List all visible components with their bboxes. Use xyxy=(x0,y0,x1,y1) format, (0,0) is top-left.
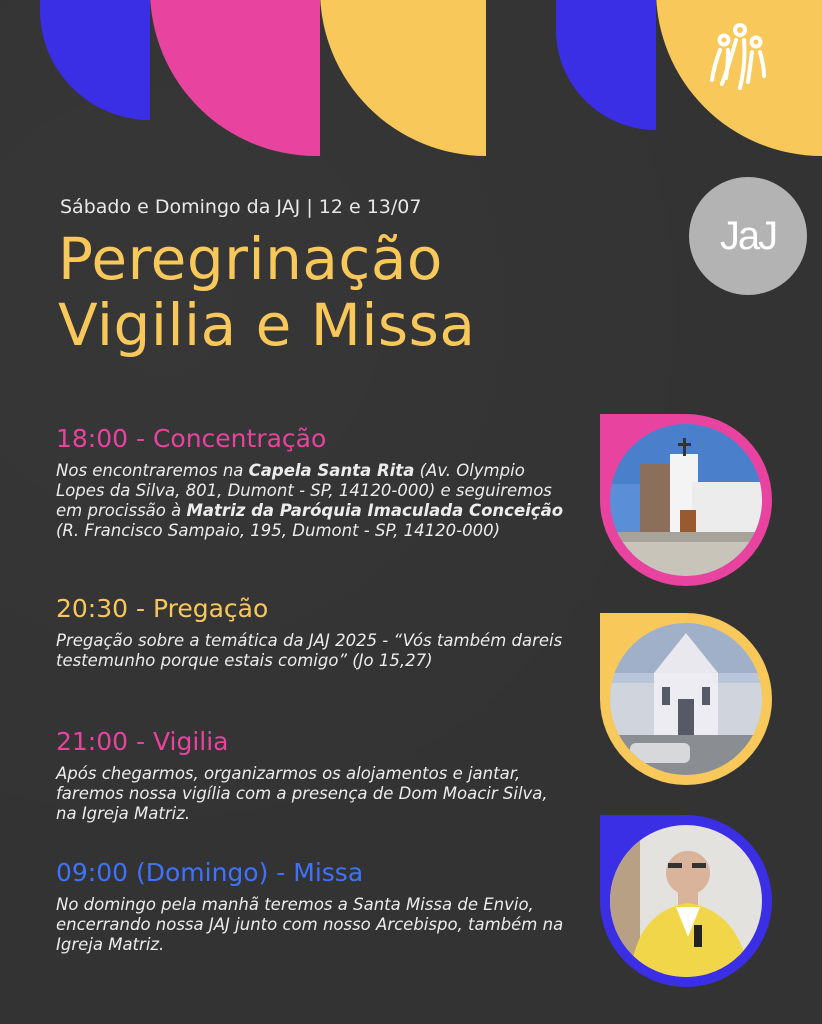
event-title xyxy=(58,226,475,358)
schedule-description: Após chegarmos, organizarmos os alojamentos e jantar, faremos nossa vigília com a presença de Dom Moacir Silva, na Igreja Matriz. xyxy=(56,764,548,823)
title-line-1: Peregrinação xyxy=(58,225,443,293)
schedule-item-missa xyxy=(56,858,566,955)
schedule-item-vigilia xyxy=(56,727,566,824)
igreja-matriz-photo xyxy=(610,623,762,775)
schedule-heading: 09:00 (Domingo) - Missa xyxy=(56,858,364,887)
schedule-heading: 21:00 - Vigilia xyxy=(56,727,229,756)
capela-photo-frame xyxy=(600,414,772,586)
title-line-2: Vigilia e Missa xyxy=(58,291,476,359)
schedule-item-concentracao xyxy=(56,424,566,541)
decor-blue-shape-right xyxy=(556,0,656,130)
bold-place-name: Capela Santa Rita xyxy=(248,461,415,480)
decor-pink-shape xyxy=(150,0,320,156)
people-logo-icon xyxy=(706,22,770,94)
matriz-photo-frame xyxy=(600,613,772,785)
decor-blue-shape xyxy=(40,0,150,120)
capela-santa-rita-photo xyxy=(610,424,762,576)
decor-yellow-shape xyxy=(320,0,486,156)
schedule-description: No domingo pela manhã teremos a Santa Missa de Envio, encerrando nossa JAJ junto com nosso Arcebispo, também na Igreja Matriz. xyxy=(56,895,564,954)
schedule-description: Pregação sobre a temática da JAJ 2025 - “Vós também dareis testemunho porque estais comigo” (Jo 15,27) xyxy=(56,631,563,670)
jaj-logo-text: JaJ xyxy=(719,213,777,258)
bold-place-name: Matriz da Paróquia Imaculada Conceição xyxy=(186,501,564,520)
schedule-item-pregacao xyxy=(56,594,566,671)
schedule-heading: 20:30 - Pregação xyxy=(56,594,269,623)
schedule-heading: 18:00 - Concentração xyxy=(56,424,327,453)
event-subtitle: Sábado e Domingo da JAJ | 12 e 13/07 xyxy=(60,196,422,218)
archbishop-photo-frame xyxy=(600,815,772,987)
schedule-description: Nos encontraremos na Capela Santa Rita (Av. Olympio Lopes da Silva, 801, Dumont - SP, 14120-000) e seguiremos em procissão à Matriz da Paróquia Imaculada Conceição (R. Francisco Sampaio, 195, Dumont - SP, 14120-000) xyxy=(56,461,564,540)
archbishop-photo xyxy=(610,825,762,977)
jaj-logo-badge xyxy=(689,177,807,295)
